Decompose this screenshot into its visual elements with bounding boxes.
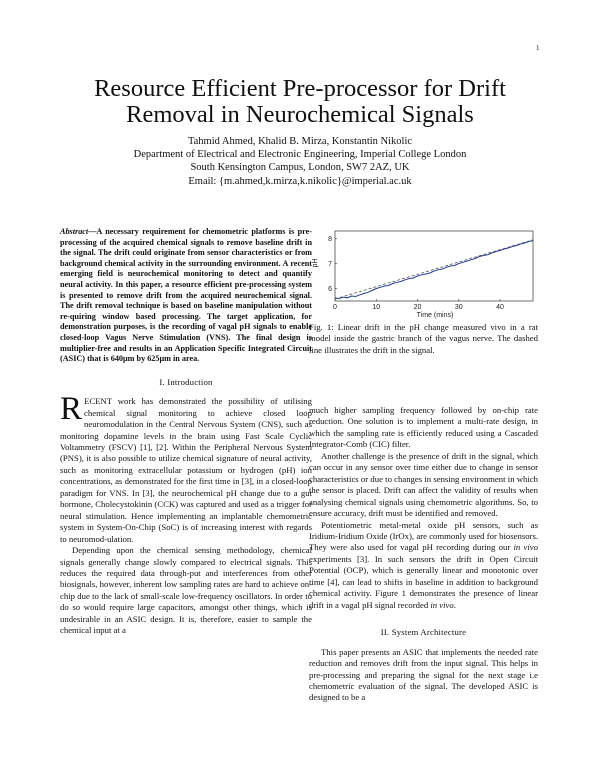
author-block bbox=[40, 135, 560, 188]
x-tick-label: 40 bbox=[496, 304, 504, 311]
intro-paragraph-1-text: ECENT work has demonstrated the possibility of utilising chemical signal monitoring to achieve closed loop neuromodulation in the Central Nervous System (CNS), such as monitoring dopamine levels in the brain using Fast Scale Cyclic Voltammetry (FSCV) [1], [2]. Within the Peripheral Nervous System (PNS), it is also possible to utilize chemical signature of neural activity, such as monitoring extracellular potassium or hydrogen (pH) ion concentrations, as demonstrated for the first time in [3], in a closed-loop paradigm for VNS. In [3], the neurochemical pH change due to a gut hormone, Cholecystokinin (CCK) was captured and used as a trigger for neural stimulation. Hence implementing an implantable chemometric system in System-On-Chip (SoC) is of increasing interest with regards to neuromod-ulation. bbox=[60, 396, 312, 544]
abstract-text: —A necessary requirement for chemometric platforms is pre-processing of the acquired chemical signals to remove baseline drift in the signal. The drift could originate from sensor characteristics or from background chemical activity in the surrounding environment. A recent emerging field is neurochemical monitoring to detect and quantify neural activity. In this paper, a resource efficient pre-processing system is presented to remove drift from the acquired neurochemical signal. The drift removal technique is based on baseline manipulation without re-quiring window based processing. The target application, for demonstration purposes, is the recording of vagal pH signals to enable closed-loop Vagus Nerve Stimulation (VNS). The final design is multiplier-free and results in an Application Specific Integrated Circuit (ASIC) that is 640μm by 625μm in area. bbox=[60, 227, 312, 364]
intro-paragraph-2: Depending upon the chemical sensing methodology, chemical signals generally change slowly compared to electrical signals. This reduces the required data through-put and interferences from other biosignals, however, inherent low sampling rates are hard to achieve on-chip due to the lack of small-scale low-frequency oscillators. In order to do so would require large capacitors, amongst other things, which is undesirable in an ASIC design. It is, therefore, easier to sample the chemical input at a bbox=[60, 545, 312, 636]
right-column bbox=[309, 405, 538, 704]
right-paragraph-3-part-c: . bbox=[453, 599, 456, 610]
right-paragraph-3-part-b: experiments [3]. In such sensors the drift in Open Circuit Potential (OCP), which is generally linear and monotonic over time [4], can lead to shifts in baseline in addition to background chemical activity. Figure 1 demonstrates the presence of linear drift in a vagal pH signal recorded bbox=[309, 553, 538, 610]
figure-1 bbox=[305, 225, 540, 337]
address: South Kensington Campus, London, SW7 2AZ, UK bbox=[190, 162, 410, 174]
department: Department of Electrical and Electronic Engineering, Imperial College London bbox=[133, 149, 467, 161]
x-tick-label: 20 bbox=[413, 304, 422, 311]
section-heading-system-architecture: II. System Architecture bbox=[380, 627, 467, 638]
title-line-2: Removal in Neurochemical Signals bbox=[126, 101, 474, 128]
x-tick-label: 10 bbox=[372, 304, 381, 311]
x-tick-label: 30 bbox=[454, 304, 463, 311]
right-paragraph-2: Another challenge is the presence of drift in the signal, which can occur in any sensor over time either due to change in sensor characteristics or due to changes in sensing environment in which the sensor is placed. Drift can affect the validity of results when analysing chemical signals using chemometric algorithms. So, to ensure accuracy, drift must be identified and removed. bbox=[309, 450, 538, 519]
email: Email: {m.ahmed,k.mirza,k.nikolic}@imperial.ac.uk bbox=[188, 175, 412, 187]
left-column bbox=[60, 227, 312, 637]
title-line-1: Resource Efficient Pre-processor for Drift bbox=[94, 75, 506, 102]
right-paragraph-3-part-a: Potentiometric metal-metal oxide pH sensors, such as Iridium-Iridium Oxide (IrOx), are commonly used for biosensors. They were also used for vagal pH recording during our bbox=[309, 519, 538, 553]
y-tick-label: 7 bbox=[328, 261, 332, 268]
section-heading-introduction: I. Introduction bbox=[159, 376, 213, 387]
intro-paragraph-1 bbox=[60, 391, 312, 545]
right-paragraph-3-emphasis-2: in vivo bbox=[430, 599, 454, 610]
x-axis-label: Time (mins) bbox=[416, 312, 454, 319]
x-tick-label: 0 bbox=[333, 304, 337, 311]
y-tick-label: 8 bbox=[328, 236, 332, 243]
right-paragraph-4: This paper presents an ASIC that implements the needed rate reduction and removes drift from the input signal. This helps in pre-processing and preparing the signal for the next stage i.e chemometric evaluation of the signal. The developed ASIC is designed to be a bbox=[309, 646, 538, 703]
authors: Tahmid Ahmed, Khalid B. Mirza, Konstantin Nikolic bbox=[187, 136, 413, 147]
paper-title bbox=[40, 76, 560, 128]
y-tick-label: 6 bbox=[328, 286, 332, 293]
figure-caption: Fig. 1: Linear drift in the pH change measured vivo in a rat model inside the gastric branch of the vagus nerve. The dashed line illustrates the drift in the signal. bbox=[309, 322, 538, 355]
right-paragraph-1: much higher sampling frequency followed by on-chip rate reduction. One solution is to implement a multi-rate design, in which the sampling rate is efficiently reduced using a Cascaded Integrator-Comb (CIC) filter. bbox=[309, 405, 538, 450]
abstract-label: Abstract bbox=[60, 227, 89, 236]
abstract bbox=[60, 227, 312, 365]
y-axis-label: pH bbox=[312, 258, 319, 268]
right-paragraph-3 bbox=[309, 520, 538, 612]
drop-cap: R bbox=[60, 391, 83, 428]
ph-drift-chart bbox=[305, 225, 540, 320]
right-paragraph-3-emphasis-1: in vivo bbox=[513, 542, 538, 553]
drift-line bbox=[335, 240, 533, 299]
page-number: 1 bbox=[536, 44, 540, 52]
